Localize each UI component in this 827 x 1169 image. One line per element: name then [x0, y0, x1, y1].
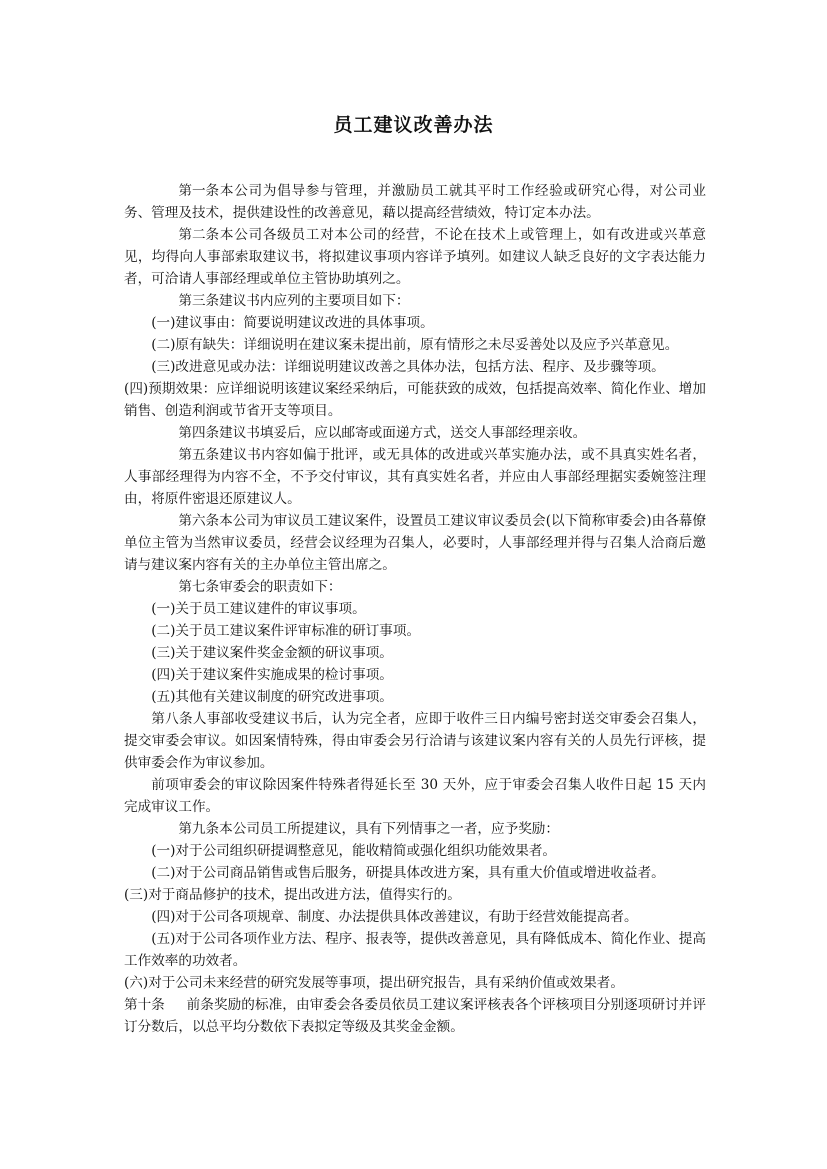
paragraph-text: (六)对于公司未来经营的研究发展等事项，提出研究报告，具有采纳价值或效果者。	[124, 975, 624, 991]
paragraph-p9c	[124, 884, 706, 906]
paragraph-p5	[124, 444, 706, 510]
paragraph-text: (一)建议事由：简要说明建议改进的具体事项。	[151, 315, 434, 331]
article-label: 第九条	[178, 821, 220, 837]
paragraph-text: (三)关于建议案件奖金金额的研议事项。	[151, 645, 393, 661]
paragraph-text: 本公司员工所提建议，具有下列情事之一者，应予奖励：	[219, 821, 559, 837]
article-label: 第四条	[178, 425, 220, 441]
paragraph-p1	[124, 180, 706, 224]
paragraph-text: 本公司各级员工对本公司的经营，不论在技术上或管理上，如有改进或兴革意见，均得向人事部索取建议书，将拟建议事项内容详予填列。如建议人缺乏良好的文字表达能力者，可洽请人事部经理或单位主管协助填列之。	[124, 227, 706, 287]
paragraph-text: (三)对于商品修护的技术，提出改进方法，值得实行的。	[124, 887, 461, 903]
paragraph-text: 前项审委会的审议除因案件特殊者得延长至 30 天外，应于审委会召集人收件日起 15 天内完成审议工作。	[124, 777, 706, 815]
paragraph-p4	[124, 422, 706, 444]
paragraph-p7c	[124, 642, 706, 664]
paragraph-p7d	[124, 664, 706, 686]
paragraph-text: (二)对于公司商品销售或售后服务，研提具体改进方案，具有重大价值或增进收益者。	[151, 865, 665, 881]
paragraph-text: (一)关于员工建议建件的审议事项。	[151, 601, 366, 617]
article-label: 第五条	[178, 447, 220, 463]
paragraph-p8	[124, 708, 706, 774]
paragraph-text: (一)对于公司组织研提调整意见，能收精简或强化组织功能效果者。	[151, 843, 557, 859]
paragraph-text: 建议书内应列的主要项目如下：	[219, 293, 410, 309]
paragraph-text: 第八条人事部收受建议书后，认为完全者，应即于收件三日内编号密封送交审委会召集人，提交审委会审议。如因案情特殊，得由审委会另行洽请与该建议案内容有关的人员先行评核，提供审委会作为审议参加。	[124, 711, 706, 771]
paragraph-text: 建议书填妥后，应以邮寄或面递方式，送交人事部经理亲收。	[219, 425, 587, 441]
paragraph-p7a	[124, 598, 706, 620]
paragraph-p7	[124, 576, 706, 598]
paragraph-p7b	[124, 620, 706, 642]
paragraph-p8a	[124, 774, 706, 818]
paragraph-p9f	[124, 972, 706, 994]
paragraph-p3c	[124, 356, 706, 378]
document-body	[124, 180, 706, 1038]
paragraph-text: (二)关于员工建议案件评审标准的研订事项。	[151, 623, 421, 639]
paragraph-text: (四)对于公司各项规章、制度、办法提供具体改善建议，有助于经营效能提高者。	[151, 909, 638, 925]
paragraph-p10	[124, 994, 706, 1038]
article-label: 第一条	[178, 183, 220, 199]
article-label: 第二条	[178, 227, 220, 243]
article-label: 第六条	[178, 513, 220, 529]
paragraph-text: (四)关于建议案件实施成果的检讨事项。	[151, 667, 393, 683]
paragraph-p6	[124, 510, 706, 576]
paragraph-text: (二)原有缺失：详细说明在建议案未提出前，原有情形之未尽妥善处以及应予兴革意见。	[151, 337, 679, 353]
article-label: 第三条	[178, 293, 220, 309]
paragraph-p3	[124, 290, 706, 312]
paragraph-text: (五)对于公司各项作业方法、程序、报表等，提供改善意见，具有降低成本、简化作业、提高工作效率的功效者。	[124, 931, 706, 969]
paragraph-text: 审委会的职责如下：	[219, 579, 342, 595]
paragraph-text: 建议书内容如偏于批评，或无具体的改进或兴革实施办法，或不具真实姓名者，人事部经理得为内容不全，不予交付审议，其有真实姓名者，并应由人事部经理据实委婉签注理由，将原件密退还原建议人。	[124, 447, 706, 507]
paragraph-text: (四)预期效果：应详细说明该建议案经采纳后，可能获致的成效，包括提高效率、简化作业、增加销售、创造利润或节省开支等项目。	[124, 381, 706, 419]
paragraph-p2	[124, 224, 706, 290]
paragraph-p9	[124, 818, 706, 840]
article-label: 第十条	[124, 997, 165, 1013]
paragraph-p3a	[124, 312, 706, 334]
article-label: 第七条	[178, 579, 220, 595]
paragraph-p9d	[124, 906, 706, 928]
paragraph-p7e	[124, 686, 706, 708]
paragraph-p3d	[124, 378, 706, 422]
paragraph-p3b	[124, 334, 706, 356]
document-title: 员工建议改善办法	[333, 114, 494, 136]
paragraph-text: 本公司为审议员工建议案件，设置员工建议审议委员会(以下简称审委会)由各幕僚单位主管为当然审议委员，经营会议经理为召集人，必要时，人事部经理并得与召集人洽商后邀请与建议案内容有关的主办单位主管出席之。	[124, 513, 706, 573]
paragraph-p9e	[124, 928, 706, 972]
paragraph-text: 前条奖励的标准，由审委会各委员依员工建议案评核表各个评核项目分别逐项研讨并评订分数后，以总平均分数依下表拟定等级及其奖金金额。	[124, 997, 706, 1035]
paragraph-text: (五)其他有关建议制度的研究改进事项。	[151, 689, 393, 705]
paragraph-text: (三)改进意见或办法：详细说明建议改善之具体办法，包括方法、程序、及步骤等项。	[151, 359, 665, 375]
paragraph-p9b	[124, 862, 706, 884]
paragraph-p9a	[124, 840, 706, 862]
paragraph-text: 本公司为倡导参与管理，并激励员工就其平时工作经验或研究心得，对公司业务、管理及技术，提供建设性的改善意见，藉以提高经营绩效，特订定本办法。	[124, 183, 706, 221]
